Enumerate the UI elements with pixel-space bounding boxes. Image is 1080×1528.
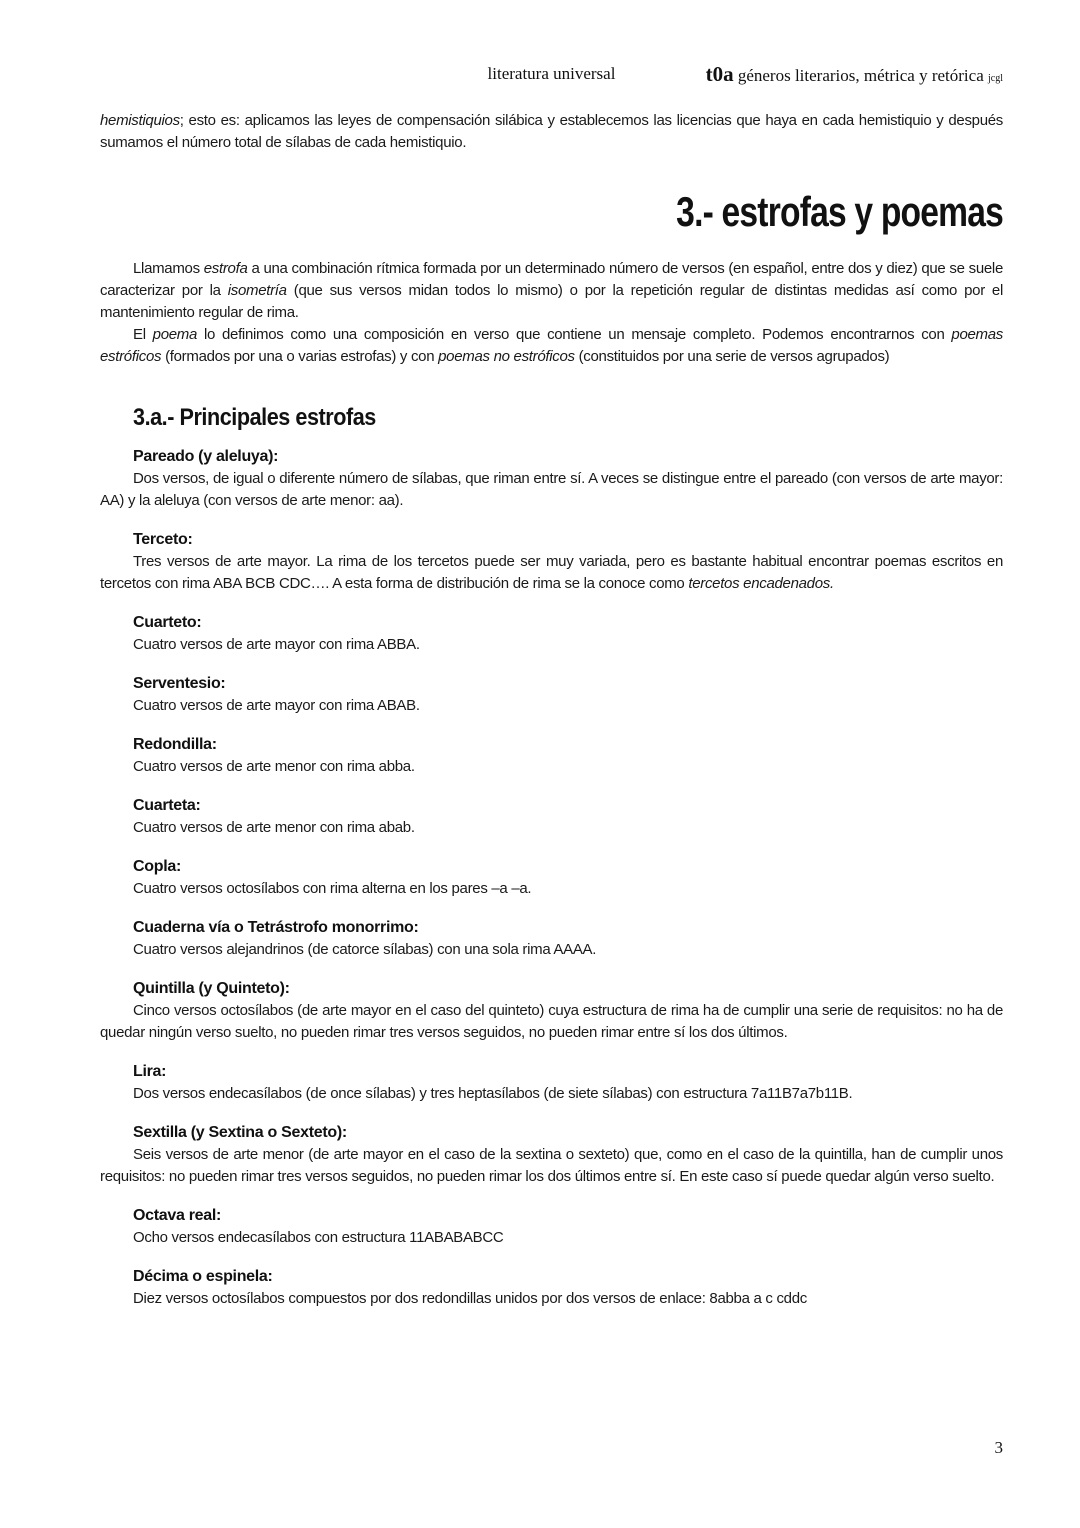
- stanza-entry-pareado: [100, 446, 1003, 512]
- course-code: t0a: [705, 62, 734, 86]
- stanza-heading-quintilla: Quintilla (y Quinteto):: [133, 980, 290, 997]
- stanza-heading-terceto: Terceto:: [133, 531, 193, 548]
- stanza-body-cuaderna-via: Cuatro versos alejandrinos (de catorce sílabas) con una sola rima AAAA.: [133, 941, 597, 958]
- header-right-title: [706, 62, 1003, 87]
- stanza-heading-decima: Décima o espinela:: [133, 1268, 273, 1285]
- stanza-body-cuarteta: Cuatro versos de arte menor con rima abab.: [133, 819, 415, 836]
- stanza-entry-octava-real: [100, 1205, 1003, 1249]
- stanza-body-cuarteto: Cuatro versos de arte mayor con rima ABBA.: [133, 636, 420, 653]
- stanza-heading-cuaderna-via: Cuaderna vía o Tetrástrofo monorrimo:: [133, 919, 419, 936]
- intro-paragraph: hemistiquios; esto es: aplicamos las leyes de compensación silábica y establecemos las licencias que haya en cada hemistiquio y después sumamos el número total de sílabas de cada hemistiquio.: [100, 112, 1003, 151]
- stanza-entry-cuarteto: [100, 612, 1003, 656]
- stanza-entry-terceto: [100, 529, 1003, 595]
- stanza-body-lira: Dos versos endecasílabos (de once sílabas) y tres heptasílabos (de siete sílabas) con estructura 7a11B7a7b11B.: [133, 1085, 853, 1102]
- author-initials: jcgl: [988, 73, 1003, 84]
- paragraph-estrofa-definition: Llamamos estrofa a una combinación rítmica formada por un determinado número de versos (en español, entre dos y diez) que se suele caracterizar por la isometría (que sus versos midan todos lo mismo) o por la repetición regular de distintas medidas así como por el mantenimiento regular de rima.: [100, 260, 1003, 321]
- stanza-body-decima: Diez versos octosílabos compuestos por dos redondillas unidos por dos versos de enlace: 8abba a c cddc: [133, 1290, 807, 1307]
- header-left-title: literatura universal: [487, 64, 616, 83]
- stanza-heading-serventesio: Serventesio:: [133, 675, 226, 692]
- stanza-entry-cuarteta: [100, 795, 1003, 839]
- stanza-heading-cuarteta: Cuarteta:: [133, 797, 201, 814]
- stanza-entry-cuaderna-via: [100, 917, 1003, 961]
- course-title-text: géneros literarios, métrica y retórica: [733, 66, 988, 85]
- stanza-heading-lira: Lira:: [133, 1063, 167, 1080]
- page-number: 3: [994, 1438, 1003, 1457]
- stanza-body-serventesio: Cuatro versos de arte mayor con rima ABAB.: [133, 697, 420, 714]
- stanza-heading-redondilla: Redondilla:: [133, 736, 217, 753]
- stanza-heading-copla: Copla:: [133, 858, 181, 875]
- stanza-heading-sextilla: Sextilla (y Sextina o Sexteto):: [133, 1124, 347, 1141]
- stanza-entry-copla: [100, 856, 1003, 900]
- stanza-entry-decima: [100, 1266, 1003, 1310]
- stanza-heading-pareado: Pareado (y aleluya):: [133, 448, 279, 465]
- stanza-body-redondilla: Cuatro versos de arte menor con rima abba.: [133, 758, 415, 775]
- stanza-entry-sextilla: [100, 1122, 1003, 1188]
- stanza-body-copla: Cuatro versos octosílabos con rima alterna en los pares –a –a.: [133, 880, 532, 897]
- stanza-heading-octava-real: Octava real:: [133, 1207, 222, 1224]
- stanza-entry-lira: [100, 1061, 1003, 1105]
- stanza-body-sextilla: Seis versos de arte menor (de arte mayor en el caso de la sextina o sexteto) que, como en el caso de la quintilla, han de cumplir unos requisitos: no pueden rimar tres versos seguidos, no pueden rimar los dos últimos entre sí. En este caso sí puede quedar algún verso suelto.: [100, 1146, 1003, 1185]
- stanza-entry-serventesio: [100, 673, 1003, 717]
- stanza-entry-redondilla: [100, 734, 1003, 778]
- stanza-body-octava-real: Ocho versos endecasílabos con estructura 11ABABABCC: [133, 1229, 504, 1246]
- stanza-body-quintilla: Cinco versos octosílabos (de arte mayor en el caso del quinteto) cuya estructura de rima ha de cumplir una serie de requisitos: no ha de quedar ningún verso suelto, no pueden rimar tres versos seguidos, no pueden rimar entre sí los dos últimos.: [100, 1002, 1003, 1041]
- section-title: 3.- estrofas y poemas: [676, 188, 1003, 235]
- stanza-body-terceto: Tres versos de arte mayor. La rima de los tercetos puede ser muy variada, pero es bastante habitual encontrar poemas escritos en tercetos con rima ABA BCB CDC…. A esta forma de distribución de rima se la conoce como tercetos encadenados.: [100, 553, 1003, 592]
- stanza-heading-cuarteto: Cuarteto:: [133, 614, 202, 631]
- stanza-entry-quintilla: [100, 978, 1003, 1044]
- paragraph-poema-definition: El poema lo definimos como una composición en verso que contiene un mensaje completo. Podemos encontrarnos con poemas estróficos (formados por una o varias estrofas) y con poemas no estróficos (constituidos por una serie de versos agrupados): [100, 326, 1003, 365]
- stanza-body-pareado: Dos versos, de igual o diferente número de sílabas, que riman entre sí. A veces se distingue entre el pareado (con versos de arte mayor: AA) y la aleluya (con versos de arte menor: aa).: [100, 470, 1003, 509]
- subsection-title: 3.a.- Principales estrofas: [133, 404, 376, 431]
- subsection-title-row: [100, 368, 1003, 432]
- page-header: [100, 64, 1003, 90]
